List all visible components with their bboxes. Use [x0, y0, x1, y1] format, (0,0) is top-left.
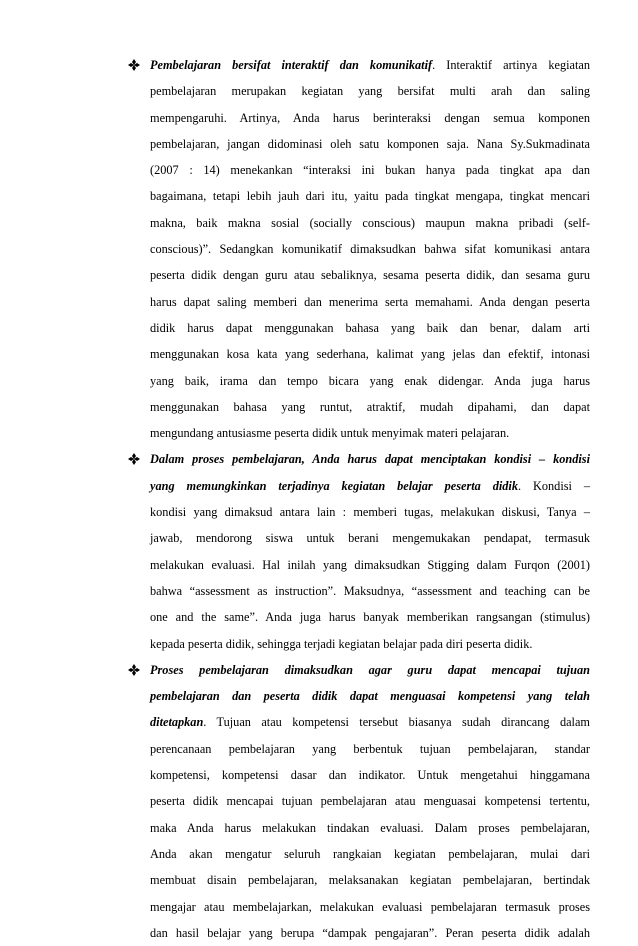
- text-line: ditetapkan. Tujuan atau kompetensi tersebut biasanya sudah dirancang dalam: [150, 715, 590, 730]
- text-line: Proses pembelajaran dimaksudkan agar guru dapat mencapai tujuan: [150, 662, 590, 677]
- text-line: perencanaan pembelajaran yang berbentuk tujuan pembelajaran, standar: [150, 741, 590, 756]
- text-line: Pembelajaran bersifat interaktif dan komunikatif. Interaktif artinya kegiatan: [150, 58, 590, 72]
- text-line: (2007 : 14) menekankan “interaksi ini bukan hanya pada tingkat apa dan: [150, 163, 590, 178]
- text-line: mempengaruhi. Artinya, Anda harus berinteraksi dengan semua komponen: [150, 110, 590, 125]
- text-line: didik harus dapat menggunakan bahasa yang baik dan benar, dalam arti: [150, 320, 590, 335]
- text-line: pembelajaran, jangan didominasi oleh satu komponen saja. Nana Sy.Sukmadinata: [150, 136, 590, 151]
- text-line: Anda akan mengatur seluruh rangkaian kegiatan pembelajaran, mulai dari: [150, 846, 590, 861]
- text-line: menggunakan bahasa yang runtut, atraktif, mudah dipahami, dan dapat: [150, 399, 590, 414]
- text-line: maka Anda harus melakukan tindakan evaluasi. Dalam proses pembelajaran,: [150, 820, 590, 835]
- text-line: jawab, mendorong siswa untuk berani mengemukakan pendapat, termasuk: [150, 531, 590, 546]
- text-line: membuat disain pembelajaran, melaksanakan kegiatan pembelajaran, bertindak: [150, 873, 590, 888]
- text-line: menggunakan kosa kata yang sederhana, kalimat yang jelas dan efektif, intonasi: [150, 347, 590, 362]
- text-line: pembelajaran dan peserta didik dapat menguasai kompetensi yang telah: [150, 689, 590, 704]
- text-line: kondisi yang dimaksud antara lain : memberi tugas, melakukan diskusi, Tanya –: [150, 505, 590, 520]
- document-body: [122, 52, 590, 946]
- diamond-bullet-icon: [128, 52, 142, 78]
- text-line: kompetensi, kompetensi dasar dan indikator. Untuk mengetahui hinggamana: [150, 768, 590, 783]
- text-line: bagaimana, tetapi lebih jauh dari itu, yaitu pada tingkat mengapa, tingkat mencari: [150, 189, 590, 204]
- text-line: yang baik, irama dan tempo bicara yang enak didengar. Anda juga harus: [150, 373, 590, 388]
- list-item: [122, 446, 590, 656]
- text-line: melakukan evaluasi. Hal inilah yang dimaksudkan Stigging dalam Furqon (2001): [150, 557, 590, 572]
- diamond-bullet-icon: [128, 446, 142, 472]
- text-line: pembelajaran merupakan kegiatan yang bersifat multi arah dan saling: [150, 84, 590, 99]
- text-line: bahwa “assessment as instruction”. Maksudnya, “assessment and teaching can be: [150, 583, 590, 598]
- diamond-bullet-icon: [128, 657, 142, 683]
- text-line: Dalam proses pembelajaran, Anda harus dapat menciptakan kondisi – kondisi: [150, 452, 590, 467]
- text-line: harus dapat saling memberi dan menerima serta memahami. Anda dengan peserta: [150, 294, 590, 309]
- text-line: mengundang antusiasme peserta didik untuk menyimak materi pelajaran.: [150, 426, 510, 441]
- text-line: yang memungkinkan terjadinya kegiatan belajar peserta didik. Kondisi –: [150, 478, 590, 493]
- list-item: [122, 52, 590, 446]
- text-line: conscious)”. Sedangkan komunikatif dimaksudkan bahwa sifat komunikasi antara: [150, 242, 590, 257]
- text-line: peserta didik dengan guru atau sebaliknya, sesama peserta didik, dan sesama guru: [150, 268, 590, 283]
- text-line: makna, baik makna sosial (socially conscious) maupun makna pribadi (self-: [150, 215, 590, 230]
- text-line: peserta didik mencapai tujuan pembelajaran atau menguasai kompetensi tertentu,: [150, 794, 590, 809]
- text-line: one and the same”. Anda juga harus banyak memberikan rangsangan (stimulus): [150, 610, 590, 625]
- text-line: mengajar atau membelajarkan, melakukan evaluasi pembelajaran termasuk proses: [150, 899, 590, 914]
- text-line: dan hasil belajar yang berupa “dampak pengajaran”. Peran peserta didik adalah: [150, 925, 590, 940]
- text-line: kepada peserta didik, sehingga terjadi kegiatan belajar pada diri peserta didik.: [150, 636, 533, 651]
